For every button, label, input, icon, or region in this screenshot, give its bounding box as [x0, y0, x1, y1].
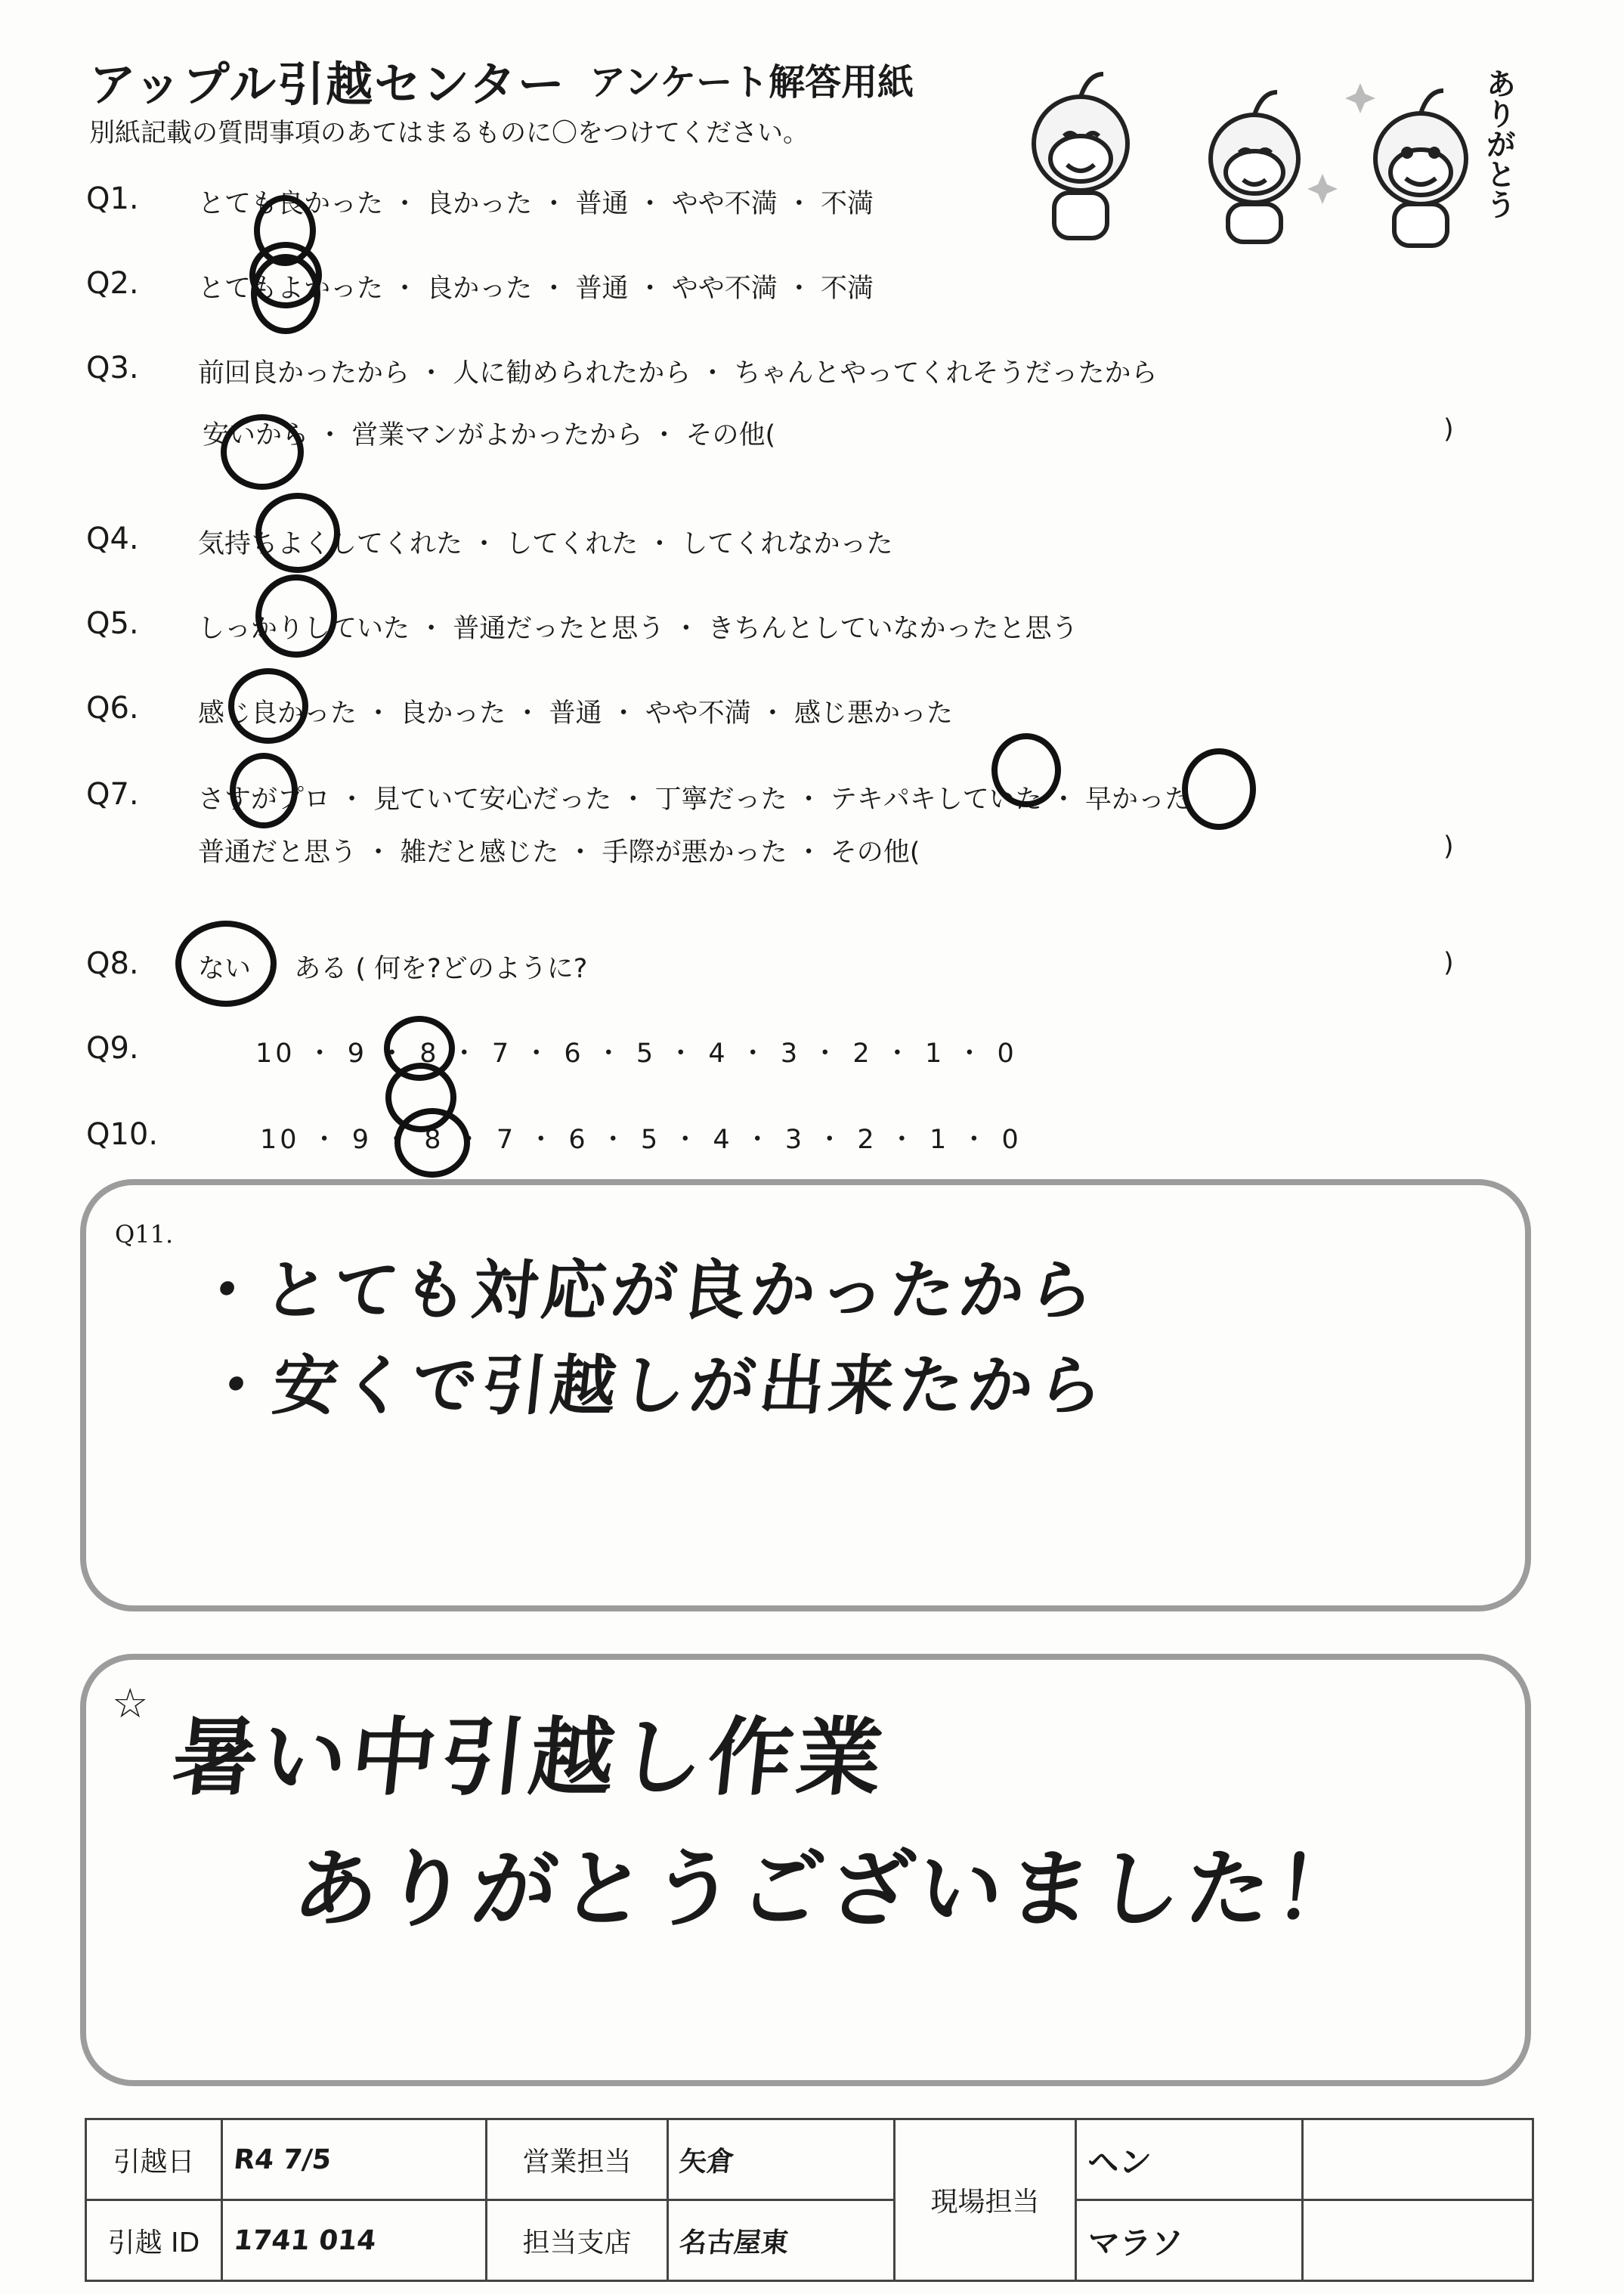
mascot-caption: ありがとう	[1481, 68, 1516, 219]
answer-mark-circle	[221, 414, 304, 490]
field-staff-label: 現場担当	[895, 2119, 1076, 2281]
answer-mark-circle	[175, 921, 277, 1007]
question-options: しっかりしていた ・ 普通だったと思う ・ きちんとしていなかったと思う	[198, 614, 1078, 644]
closing-paren: )	[1443, 414, 1454, 444]
closing-paren: )	[1443, 948, 1454, 978]
move-id-value: 1741 014	[218, 2200, 490, 2281]
closing-paren: )	[1443, 831, 1454, 862]
question-options: 気持ちよくしてくれた ・ してくれた ・ してくれなかった	[198, 529, 893, 559]
question-number: Q6.	[86, 691, 139, 726]
rating-scale: 10 ・ 9 ・ 8 ・ 7 ・ 6 ・ 5 ・ 4 ・ 3 ・ 2 ・ 1 ・ 0	[255, 1039, 1017, 1069]
move-info-table	[85, 2118, 1534, 2282]
answer-mark-circle	[991, 733, 1061, 807]
sales-rep-label: 営業担当	[487, 2119, 668, 2200]
question-number: Q5.	[86, 606, 139, 641]
question-number: Q9.	[86, 1031, 139, 1066]
q11-answer-box	[80, 1179, 1531, 1611]
question-number: Q10.	[86, 1117, 159, 1152]
move-date-value: R4 7/5	[218, 2119, 490, 2200]
answer-mark-circle	[255, 574, 337, 658]
field-staff-value-2: マラソ	[1072, 2200, 1307, 2281]
empty-cell	[1303, 2200, 1533, 2281]
move-date-label: 引越日	[86, 2119, 222, 2200]
question-number: Q7.	[86, 777, 139, 812]
comment-line1: 暑い中引越し作業	[168, 1709, 892, 1807]
answer-mark-circle	[1182, 748, 1256, 830]
question-options: 前回良かったから ・ 人に勧められたから ・ ちゃんとやってくれそうだったから	[198, 358, 1158, 389]
branch-value: 名古屋東	[664, 2200, 899, 2281]
q11-answer-line1: ・とても対応が良かったから	[190, 1253, 1103, 1329]
question-options-line2: 安いから ・ 営業マンがよかったから ・ その他(	[203, 420, 776, 450]
question-number: Q2.	[86, 266, 139, 301]
form-subtitle: アンケート解答用紙	[589, 61, 914, 104]
answer-mark-circle	[255, 493, 340, 573]
field-staff-value-1: ヘン	[1072, 2119, 1307, 2200]
question-options: さすがプロ ・ 見ていて安心だった ・ 丁寧だった ・ テキパキしていた ・ 早かった	[198, 785, 1192, 815]
rating-scale: 10 ・ 9 ・ 8 ・ 7 ・ 6 ・ 5 ・ 4 ・ 3 ・ 2 ・ 1 ・ 0	[260, 1125, 1022, 1155]
question-options: 感じ良かった ・ 良かった ・ 普通 ・ やや不満 ・ 感じ悪かった	[198, 698, 954, 729]
comment-line2: ありがとうございました！	[289, 1840, 1369, 1939]
form-instructions: 別紙記載の質問事項のあてはまるものに〇をつけてください。	[89, 118, 809, 148]
question-number: Q4.	[86, 522, 139, 556]
answer-mark-circle	[251, 254, 320, 334]
answer-mark-circle	[230, 753, 298, 828]
answer-mark-circle	[394, 1108, 470, 1178]
q11-answer-line2: ・安くで引越しが出来たから	[199, 1348, 1112, 1424]
star-label: ☆	[112, 1679, 149, 1727]
form-title: アップル引越センター	[89, 57, 566, 112]
q11-label: Q11.	[115, 1220, 174, 1249]
question-number: Q3.	[86, 351, 139, 385]
move-id-label: 引越 ID	[86, 2200, 222, 2281]
question-options-line2: 普通だと思う ・ 雑だと感じた ・ 手際が悪かった ・ その他(	[198, 837, 920, 868]
empty-cell	[1303, 2119, 1533, 2200]
answer-mark-circle	[228, 668, 308, 744]
question-number: Q8.	[86, 946, 139, 981]
question-options: とても良かった ・ 良かった ・ 普通 ・ やや不満 ・ 不満	[198, 189, 874, 219]
comment-box	[80, 1654, 1531, 2086]
branch-label: 担当支店	[487, 2200, 668, 2281]
question-options: とてもよかった ・ 良かった ・ 普通 ・ やや不満 ・ 不満	[198, 274, 874, 304]
monkey-mascots-illustration	[998, 53, 1527, 249]
question-number: Q1.	[86, 181, 139, 216]
sales-rep-value: 矢倉	[664, 2119, 899, 2200]
question-options: ない ・ ある ( 何を?どのように?	[198, 954, 588, 984]
